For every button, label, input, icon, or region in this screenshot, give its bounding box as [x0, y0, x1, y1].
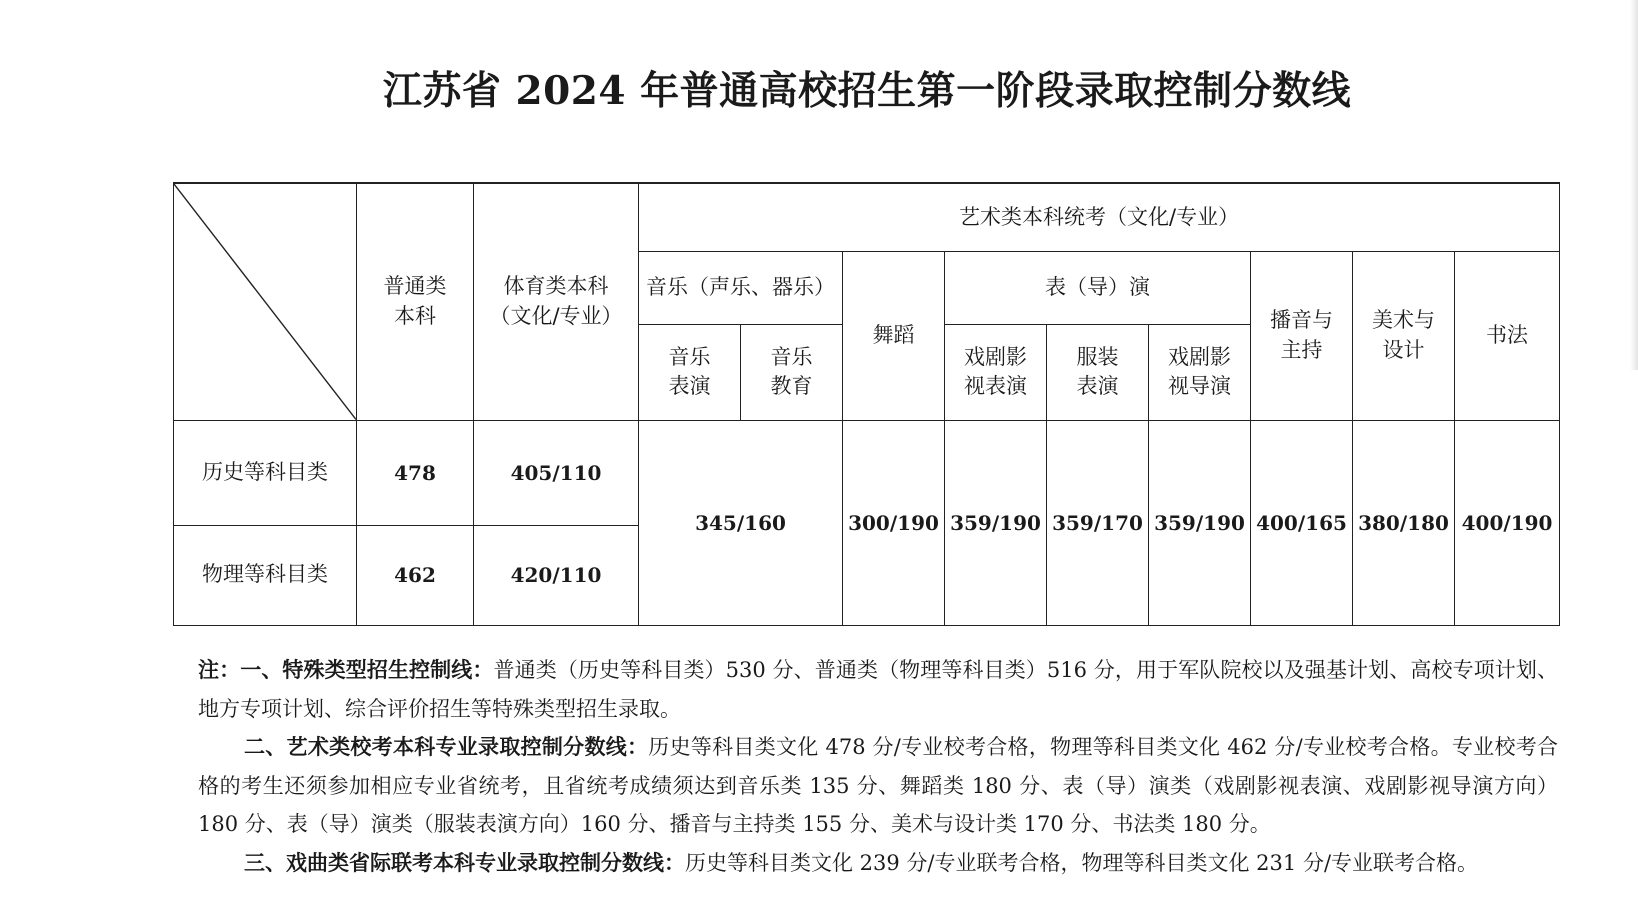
header-music-performance: 音乐 表演	[639, 324, 741, 420]
note-1	[198, 651, 1558, 728]
row-label-history: 历史等科目类	[174, 420, 357, 525]
header-dance: 舞蹈	[843, 251, 945, 420]
value-drama-film-acting: 359/190	[945, 420, 1047, 625]
header-fine-arts: 美术与 设计	[1353, 251, 1455, 420]
page-title: 江苏省 2024 年普通高校招生第一阶段录取控制分数线	[382, 68, 1352, 114]
header-costume-performance: 服装 表演	[1047, 324, 1149, 420]
table-row-history	[174, 420, 1560, 525]
note-1-heading: 注：一、特殊类型招生控制线：	[198, 657, 494, 682]
value-fine-arts: 380/180	[1353, 420, 1455, 625]
note-3-text: 历史等科目类文化 239 分/专业联考合格，物理等科目类文化 231 分/专业联考合格。	[685, 850, 1479, 875]
header-acting-group: 表（导）演	[945, 251, 1251, 324]
value-dance: 300/190	[843, 420, 945, 625]
corner-diagonal-cell	[174, 183, 357, 420]
header-broadcasting: 播音与 主持	[1251, 251, 1353, 420]
header-drama-film-directing: 戏剧影 视导演	[1149, 324, 1251, 420]
note-3-heading: 三、戏曲类省际联考本科专业录取控制分数线：	[244, 849, 685, 875]
value-costume-performance: 359/170	[1047, 420, 1149, 625]
score-table	[173, 182, 1560, 626]
note-2-text: 历史等科目类文化 478 分/专业校考合格，物理等科目类文化 462 分/专业校考合格。专业校考合格的考生还须参加相应专业省统考，且省统考成绩须达到音乐类 135 分、舞蹈类 180 分、表（导）演类（戏剧影视表演、戏剧影视导演方向）180 分、表（导）演类（服装表演方向）160 分、播音与主持类 155 分、美术与设计类 170 分、书法类 180 分。	[198, 735, 1559, 836]
diagonal-line	[174, 184, 356, 420]
header-art-group: 艺术类本科统考（文化/专业）	[639, 183, 1560, 251]
header-sports: 体育类本科 （文化/专业）	[474, 183, 639, 420]
value-drama-film-directing: 359/190	[1149, 420, 1251, 625]
note-2-heading: 二、艺术类校考本科专业录取控制分数线：	[244, 734, 649, 759]
header-music: 音乐（声乐、器乐）	[639, 251, 843, 324]
value-calligraphy: 400/190	[1455, 420, 1560, 625]
notes-section	[198, 651, 1558, 882]
header-music-education: 音乐 教育	[741, 324, 843, 420]
note-3	[198, 844, 1558, 883]
page-edge-shadow	[1630, 0, 1638, 370]
value-broadcasting: 400/165	[1251, 420, 1353, 625]
note-1-text: 普通类（历史等科目类）530 分、普通类（物理等科目类）516 分，用于军队院校以及强基计划、高校专项计划、地方专项计划、综合评价招生等特殊类型招生录取。	[198, 658, 1559, 721]
header-calligraphy: 书法	[1455, 251, 1560, 420]
value-general-physics: 462	[357, 525, 474, 625]
value-sports-history: 405/110	[474, 420, 639, 525]
header-drama-film-acting: 戏剧影 视表演	[945, 324, 1047, 420]
value-music: 345/160	[639, 420, 843, 625]
value-sports-physics: 420/110	[474, 525, 639, 625]
header-general: 普通类 本科	[357, 183, 474, 420]
value-general-history: 478	[357, 420, 474, 525]
note-2	[198, 728, 1558, 844]
row-label-physics: 物理等科目类	[174, 525, 357, 625]
